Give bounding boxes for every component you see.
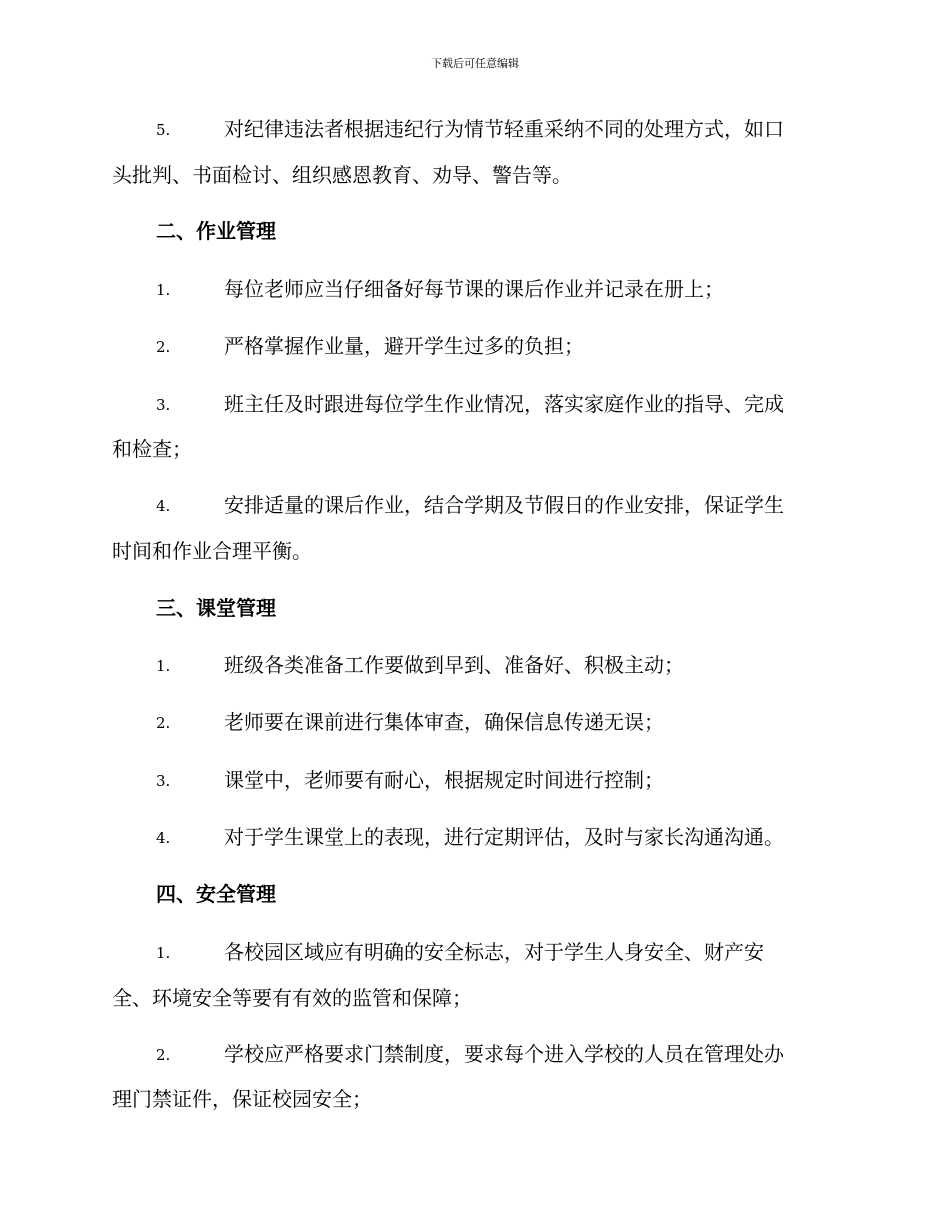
list-number: 2.: [156, 1046, 171, 1064]
section-heading: 二、作业管理: [156, 219, 276, 243]
list-item-text: 各校园区域应有明确的安全标志，对于学生人身安全、财产安: [224, 940, 764, 964]
list-item-text: 严格掌握作业量，避开学生过多的负担；: [224, 334, 584, 358]
list-number: 2.: [156, 338, 171, 356]
list-number: 1.: [156, 657, 171, 675]
list-item-text-continued: 理门禁证件，保证校园安全；: [112, 1087, 372, 1111]
list-number: 5.: [156, 121, 171, 139]
list-item-text-continued: 和检查；: [112, 437, 192, 461]
section-heading: 三、课堂管理: [156, 596, 276, 620]
list-item-text: 班主任及时跟进每位学生作业情况，落实家庭作业的指导、完成: [224, 392, 784, 416]
list-number: 1.: [156, 944, 171, 962]
list-item-text: 安排适量的课后作业，结合学期及节假日的作业安排，保证学生: [224, 493, 784, 517]
list-item-text: 班级各类准备工作要做到早到、准备好、积极主动；: [224, 653, 684, 677]
list-number: 4.: [156, 829, 171, 847]
list-number: 3.: [156, 772, 171, 790]
list-item-text: 对纪律违法者根据违纪行为情节轻重采纳不同的处理方式，如口: [224, 117, 784, 141]
list-item-text: 对于学生课堂上的表现，进行定期评估，及时与家长沟通沟通。: [224, 825, 784, 849]
page-header: 下载后可任意编辑: [431, 57, 519, 70]
list-item-text-continued: 头批判、书面检讨、组织感恩教育、劝导、警告等。: [112, 163, 572, 187]
section-heading: 四、安全管理: [156, 882, 276, 906]
list-item-text: 学校应严格要求门禁制度，要求每个进入学校的人员在管理处办: [224, 1042, 784, 1066]
list-item-text: 课堂中，老师要有耐心，根据规定时间进行控制；: [224, 768, 664, 792]
list-item-text: 老师要在课前进行集体审查，确保信息传递无误；: [224, 710, 664, 734]
list-number: 4.: [156, 497, 171, 515]
list-number: 1.: [156, 281, 171, 299]
list-number: 2.: [156, 714, 171, 732]
list-number: 3.: [156, 396, 171, 414]
list-item-text-continued: 全、环境安全等要有有效的监管和保障；: [112, 986, 472, 1010]
list-item-text-continued: 时间和作业合理平衡。: [112, 539, 312, 563]
list-item-text: 每位老师应当仔细备好每节课的课后作业并记录在册上；: [224, 277, 724, 301]
